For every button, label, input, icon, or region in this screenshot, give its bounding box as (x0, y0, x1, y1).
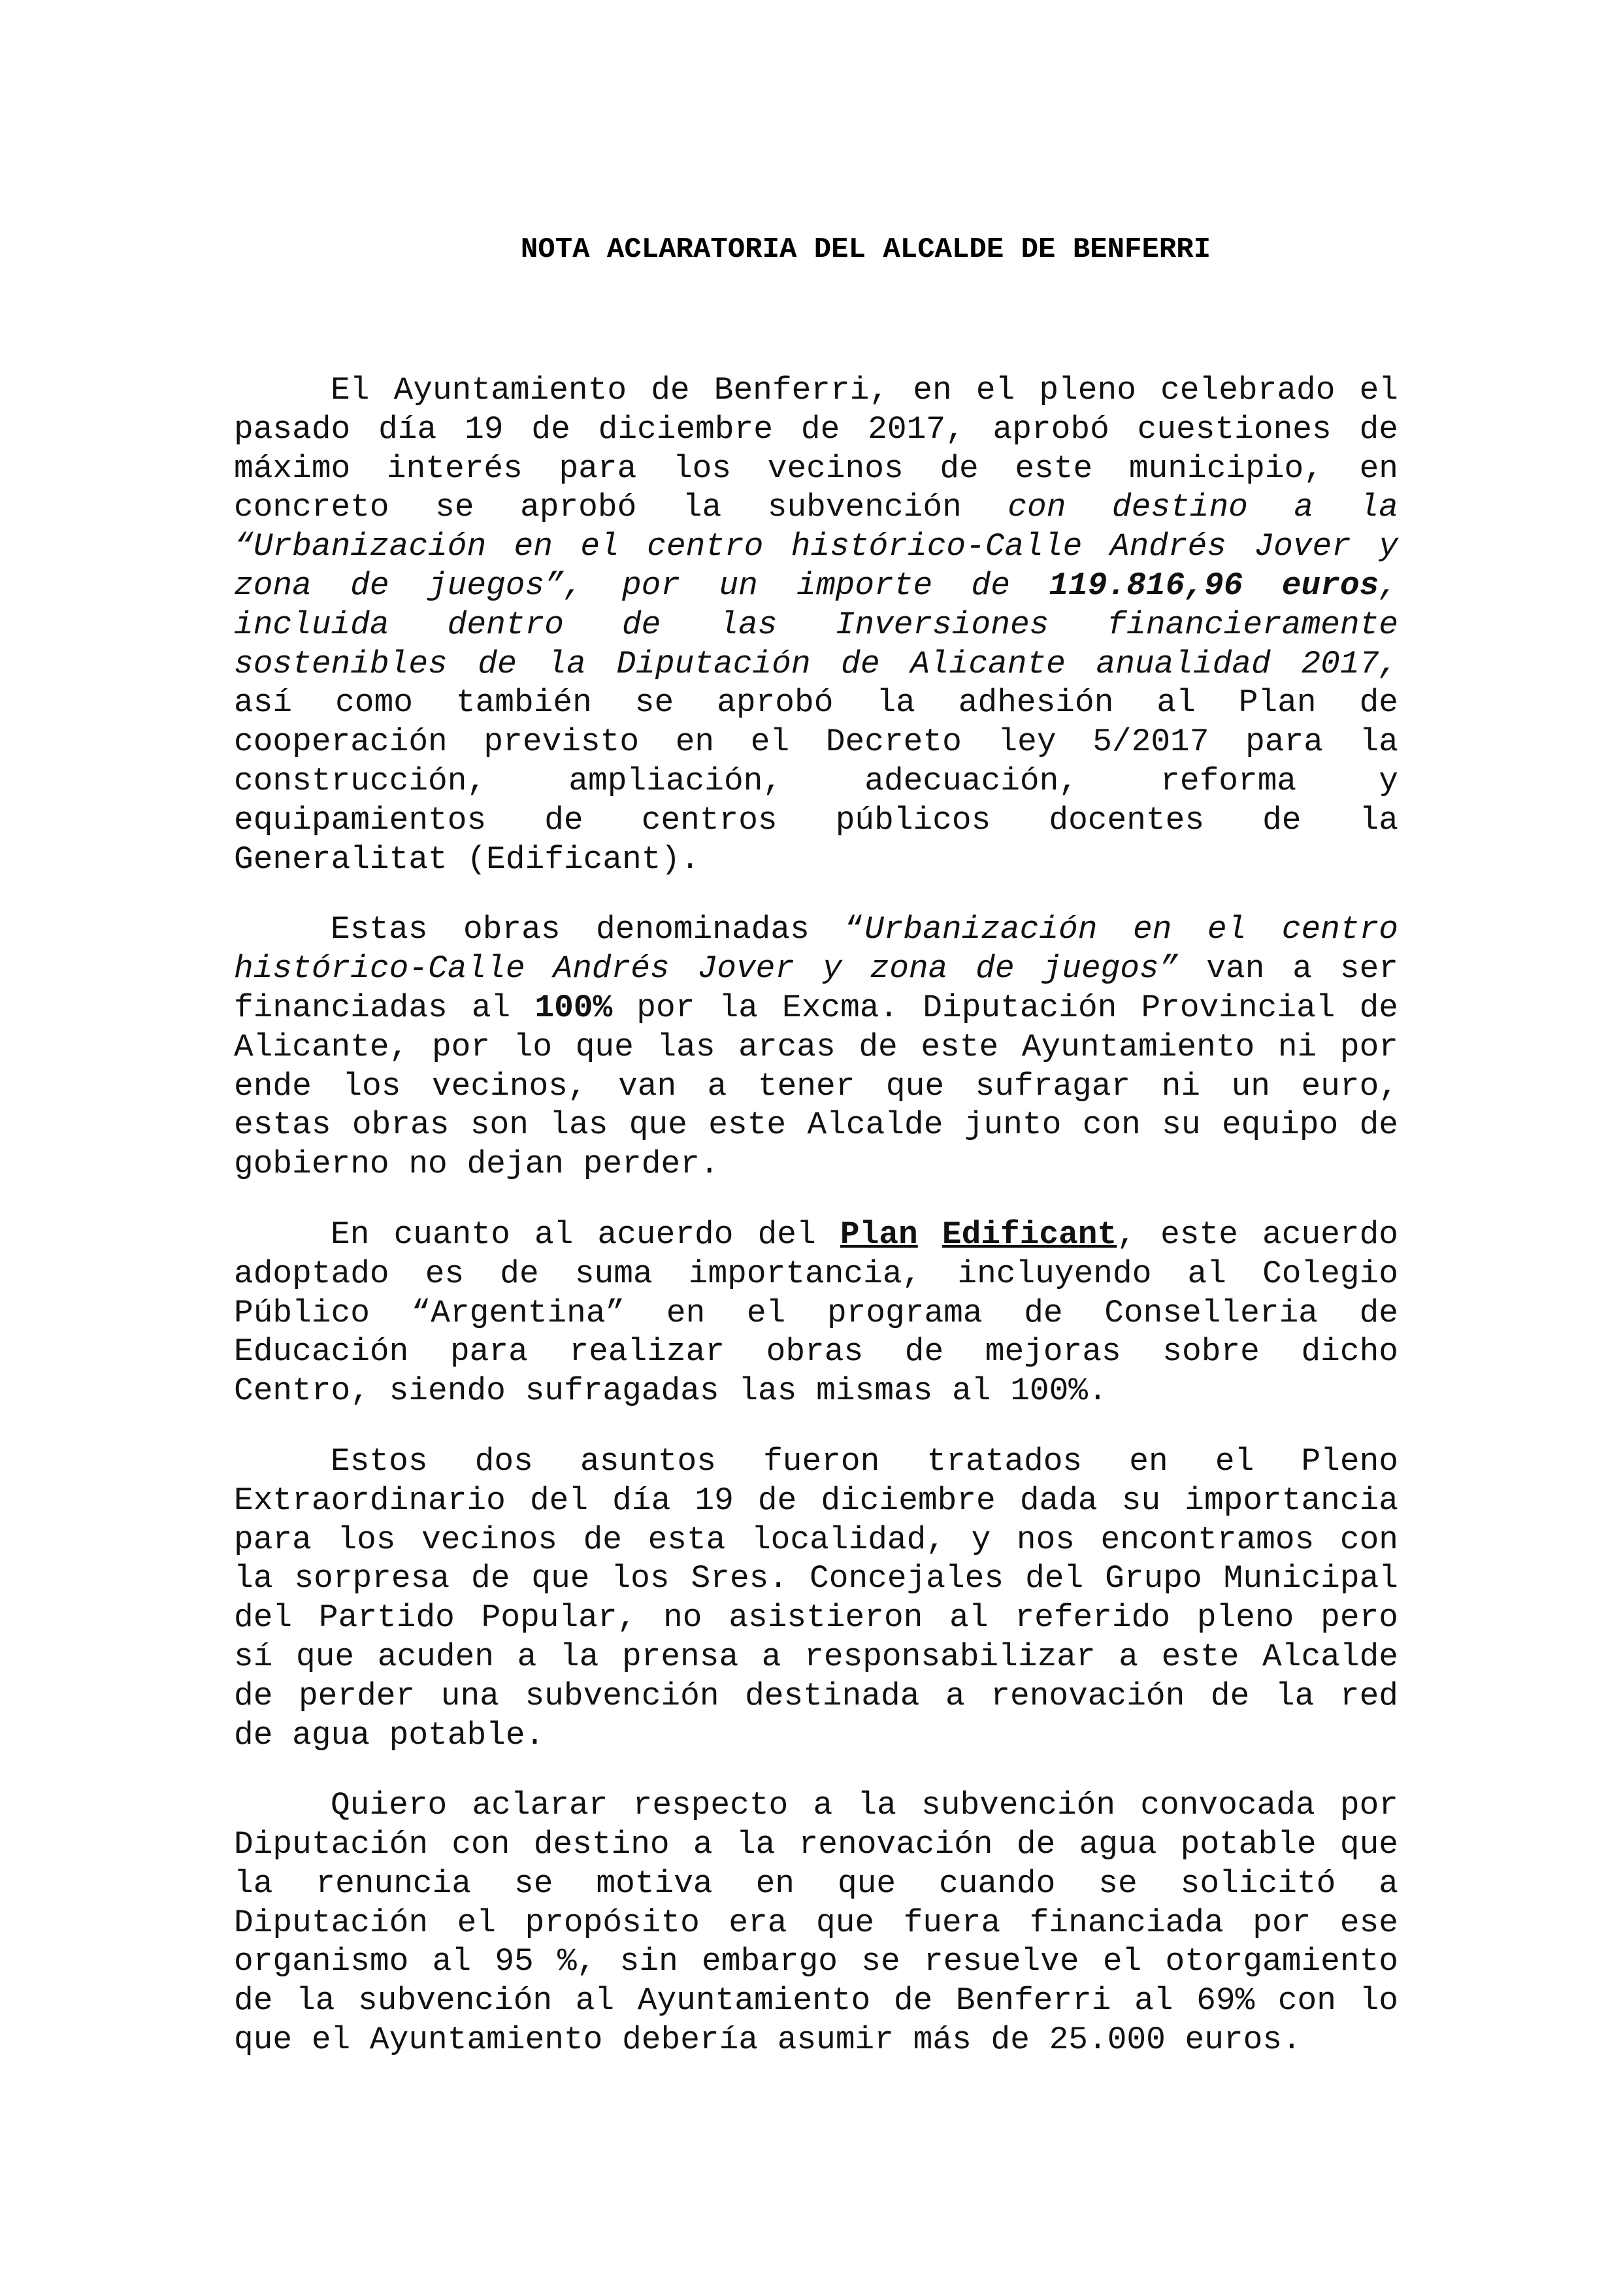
text-run (918, 1216, 942, 1253)
text-run-italic: , incluida dentro de las Inversiones financieramente sostenibles de la Diputación de Alicante anualidad 2017, (234, 567, 1399, 682)
paragraph-4 (234, 1442, 1398, 1755)
percentage-bold: 100% (534, 989, 613, 1026)
document-title: NOTA ACLARATORIA DEL ALCALDE DE BENFERRI (520, 233, 1211, 266)
plan-bold-underline: Plan (840, 1216, 918, 1253)
text-run: Estos dos asuntos fueron tratados en el Pleno Extraordinario del día 19 de diciembre dada su importancia para los vecinos de esta localidad, y nos encontramos con la sorpresa de que los Sres. Concejales del Grupo Municipal del Partido Popular, no asistieron al referido pleno pero sí que acuden a la prensa a responsabilizar a este Alcalde de perder una subvención destinada a renovación de la red de agua potable. (234, 1442, 1398, 1754)
text-run: Estas obras denominadas “ (331, 911, 864, 948)
amount-bold-italic: 119.816,96 euros (1049, 567, 1379, 604)
text-run: Quiero aclarar respecto a la subvención convocada por Diputación con destino a la renovación de agua potable que la renuncia se motiva en que cuando se solicitó a Diputación el propósito era que fuera financiada por ese organismo al 95 %, sin embargo se resuelve el otorgamiento de la subvención al Ayuntamiento de Benferri al 69% con lo que el Ayuntamiento debería asumir más de 25.000 euros. (234, 1787, 1398, 2059)
paragraph-2 (234, 910, 1398, 1184)
text-run: van a ser financiadas al (234, 950, 1398, 1026)
text-run-italic: Urbanización en el centro histórico-Calle Andrés Jover y zona de juegos” (234, 911, 1398, 988)
document-body (234, 371, 1398, 2060)
paragraph-3 (234, 1216, 1398, 1411)
text-run-italic: con destino a la “Urbanización en el centro histórico-Calle Andrés Jover y zona de juegos”, por un importe de (234, 489, 1398, 604)
text-run: por la Excma. Diputación Provincial de Alicante, por lo que las arcas de este Ayuntamiento ni por ende los vecinos, van a tener que sufragar ni un euro, estas obras son las que este Alcalde junto con su equipo de gobierno no dejan perder. (234, 989, 1398, 1183)
text-run: En cuanto al acuerdo del (331, 1216, 840, 1253)
text-run: así como también se aprobó la adhesión al Plan de cooperación previsto en el Decreto ley 5/2017 para la construcción, ampliación, adecuación, reforma y equipamientos de centros públicos docentes de la Generalitat (Edificant). (234, 684, 1398, 878)
text-run: , este acuerdo adoptado es de suma importancia, incluyendo al Colegio Público “Argentina” en el programa de Conselleria de Educación para realizar obras de mejoras sobre dicho Centro, siendo sufragadas las mismas al 100%. (234, 1216, 1398, 1410)
text-run: El Ayuntamiento de Benferri, en el pleno celebrado el pasado día 19 de diciembre de 2017, aprobó cuestiones de máximo interés para los vecinos de este municipio, en concreto se aprobó la subvención (234, 372, 1398, 526)
paragraph-1 (234, 371, 1398, 879)
paragraph-5 (234, 1786, 1398, 2060)
edificant-bold-underline: Edificant (942, 1216, 1117, 1253)
